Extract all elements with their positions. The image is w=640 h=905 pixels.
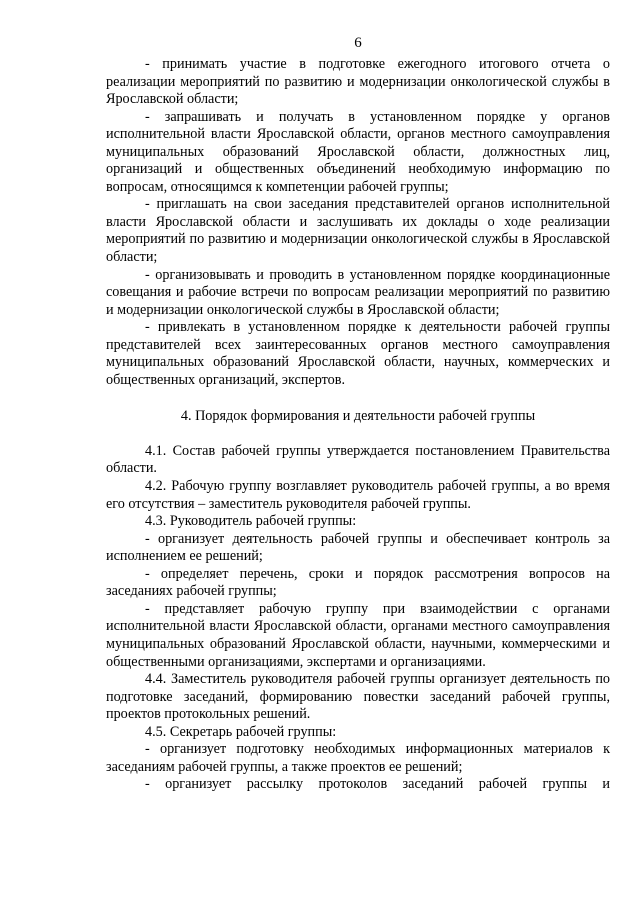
paragraph: - представляет рабочую группу при взаимодействии с органами исполнительной власти Ярославской области, органами местного самоуправления муниципальных образований Ярославской области, научными, коммерческими и общественными организациями, экспертами и организациями. [106, 600, 610, 670]
paragraph: - организовывать и проводить в установленном порядке координационные совещания и рабочие встречи по вопросам реализации мероприятий по развитию и модернизации онкологической службы в Ярославской области; [106, 266, 610, 318]
section-4-body [106, 443, 610, 794]
paragraph: - приглашать на свои заседания представителей органов исполнительной власти Ярославской области и заслушивать их доклады о ходе реализации мероприятий по развитию и модернизации онкологической службы в Ярославской области; [106, 196, 610, 266]
paragraph: - принимать участие в подготовке ежегодного итогового отчета о реализации мероприятий по развитию и модернизации онкологической службы в Ярославской области; [106, 56, 610, 108]
spacer [106, 389, 610, 408]
document-page [106, 34, 610, 794]
page-number: 6 [354, 35, 362, 51]
paragraph: - организует рассылку протоколов заседаний рабочей группы и [145, 776, 610, 793]
paragraph: - определяет перечень, сроки и порядок рассмотрения вопросов на заседаниях рабочей группы; [106, 565, 610, 600]
paragraph: - организует подготовку необходимых информационных материалов к заседаниям рабочей группы, а также проектов ее решений; [106, 741, 610, 775]
paragraph: 4.1. Состав рабочей группы утверждается постановлением Правительства области. [106, 442, 610, 477]
paragraph: 4.4. Заместитель руководителя рабочей группы организует деятельность по подготовке заседаний, формированию повестки заседаний рабочей группы, проектов протокольных решений. [106, 671, 610, 723]
paragraph: - запрашивать и получать в установленном порядке у органов исполнительной власти Ярославской области, органов местного самоуправления муниципальных образований Ярославской области, должностных лиц, организаций и общественных объединений необходимую информацию по вопросам, относящимся к компетенции рабочей группы; [106, 108, 610, 195]
rights-list [106, 56, 610, 389]
paragraph: - привлекать в установленном порядке к деятельности рабочей группы представителей всех заинтересованных органов местного самоуправления муниципальных образований Ярославской области, научных, коммерческих и общественных организаций, экспертов. [106, 319, 610, 388]
paragraph: 4.2. Рабочую группу возглавляет руководитель рабочей группы, а во время его отсутствия – заместитель руководителя рабочей группы. [106, 478, 610, 512]
spacer [106, 426, 610, 443]
paragraph: 4.5. Секретарь рабочей группы: [145, 723, 337, 740]
paragraph: 4.3. Руководитель рабочей группы: [145, 513, 357, 530]
section-heading: 4. Порядок формирования и деятельности рабочей группы [180, 408, 536, 425]
paragraph: - организует деятельность рабочей группы и обеспечивает контроль за исполнением ее решений; [106, 530, 610, 565]
